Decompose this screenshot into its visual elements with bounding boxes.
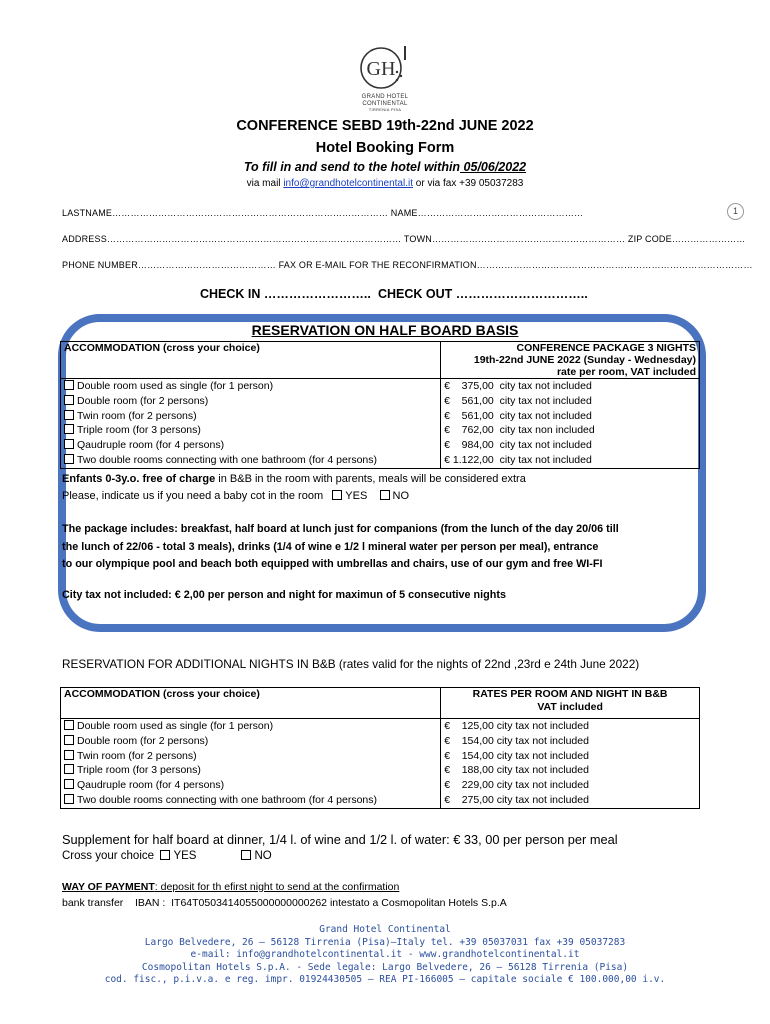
room-label: Double room (for 2 persons): [77, 734, 209, 747]
room-label: Triple room (for 3 persons): [77, 764, 201, 777]
logo-line1: GRAND HOTEL: [361, 94, 409, 100]
rate-value: € 561,00 city tax not included: [444, 409, 592, 422]
logo-text: [330, 94, 440, 114]
package-includes-3: to our olympique pool and beach both equipped with umbrellas and chairs, use of our gym and free WI-FI: [62, 558, 603, 570]
payment-label: WAY OF PAYMENT: [62, 881, 155, 893]
bnb-header-row: [61, 688, 700, 719]
form-subtitle: Hotel Booking Form: [315, 140, 455, 156]
rate-value: € 1.122,00 city tax not included: [444, 453, 592, 466]
payment-line: [62, 881, 399, 893]
room-label: Two double rooms connecting with one bathroom (for 4 persons): [77, 793, 377, 806]
logo-line2: CONTINENTAL: [362, 100, 408, 107]
rate-header-1: CONFERENCE PACKAGE 3 NIGHTS: [516, 342, 696, 354]
bnb-option-twin[interactable]: [64, 749, 437, 764]
baby-cot-no-label: NO: [392, 490, 410, 502]
table-row: [61, 719, 700, 809]
room-cell: [61, 719, 441, 809]
enfants-note: [62, 473, 526, 485]
footer-line2: Largo Belvedere, 26 – 56128 Tirrenia (Pisa)–Italy tel. +39 05037031 fax +39 05037283: [144, 936, 626, 948]
checkbox[interactable]: [64, 764, 74, 774]
room-label: Two double rooms connecting with one bathroom (for 4 persons): [77, 453, 377, 466]
check-in-field[interactable]: CHECK IN ……………………..: [200, 287, 371, 301]
enfants-rest: in B&B in the room with parents, meals will be considered extra: [215, 473, 526, 485]
rate-value: € 375,00 city tax not included: [444, 380, 592, 392]
rate-cell: [441, 379, 700, 469]
checkbox[interactable]: [64, 750, 74, 760]
footer-line4: Cosmopolitan Hotels S.p.A. - Sede legale: Largo Belvedere, 26 – 56128 Tirrenia (Pisa): [141, 961, 629, 973]
bnb-option-two-double[interactable]: [64, 793, 437, 808]
email-link[interactable]: info@grandhotelcontinental.it: [283, 178, 413, 189]
baby-cot-yes-checkbox[interactable]: [332, 490, 342, 500]
room-label: Double room used as single (for 1 person): [77, 720, 274, 732]
rate-header-3: rate per room, VAT included: [556, 366, 696, 378]
check-out-field[interactable]: CHECK OUT …………………………..: [378, 287, 588, 301]
bnb-title: RESERVATION FOR ADDITIONAL NIGHTS IN B&B (rates valid for the nights of 22nd ,23rd e 24th June 2022): [62, 657, 640, 671]
room-option-twin[interactable]: [64, 409, 437, 424]
contact-line: [0, 178, 770, 189]
half-board-header-row: [61, 342, 700, 379]
rate-value: € 561,00 city tax not included: [444, 394, 592, 407]
checkbox[interactable]: [64, 424, 74, 434]
lastname-name-field[interactable]: LASTNAME……………………………………………………………………………… NAME………………………………………………: [62, 208, 584, 218]
supplement-text: Supplement for half board at dinner, 1/4 l. of wine and 1/2 l. of water: € 33, 00 per person per meal: [62, 832, 618, 847]
bnb-option-quadruple[interactable]: [64, 778, 437, 793]
bnb-option-single[interactable]: [64, 719, 437, 734]
enfants-bold: Enfants 0-3y.o. free of charge: [62, 473, 216, 485]
rate-value: € 275,00 city tax not included: [444, 793, 589, 806]
page-number-badge: 1: [727, 203, 744, 220]
rate-cell: [441, 719, 700, 809]
half-board-col-rate: [441, 342, 700, 379]
checkbox[interactable]: [64, 395, 74, 405]
rate-value: € 229,00 city tax not included: [444, 779, 589, 792]
rate-value: € 984,00 city tax not included: [444, 439, 592, 452]
table-row: [61, 379, 700, 469]
supplement-no-label: NO: [254, 850, 272, 862]
bnb-col-accommodation: ACCOMMODATION (cross your choice): [61, 688, 441, 719]
room-label: Double room (for 2 persons): [77, 394, 209, 407]
bnb-table: [60, 687, 700, 809]
rate-value: € 762,00 city tax non included: [444, 424, 595, 437]
footer-line3: e-mail: info@grandhotelcontinental.it - www.grandhotelcontinental.it: [190, 949, 580, 960]
deadline-instruction: [0, 160, 770, 174]
half-board-title: RESERVATION ON HALF BOARD BASIS: [251, 322, 519, 338]
deadline-date: 05/06/2022: [460, 160, 527, 174]
phone-fax-field[interactable]: PHONE NUMBER……………………………………… FAX OR E-MAIL FOR THE RECONFIRMATION………………………………………………………………………………: [62, 260, 753, 270]
room-label: Twin room (for 2 persons): [77, 749, 197, 762]
room-option-two-double[interactable]: [64, 453, 437, 468]
baby-cot-question: [62, 490, 409, 502]
bnb-rate-header-1: RATES PER ROOM AND NIGHT IN B&B: [472, 688, 668, 700]
baby-cot-yes-label: YES: [345, 490, 368, 502]
bnb-option-triple[interactable]: [64, 763, 437, 778]
instruction-text: To fill in and send to the hotel within: [243, 160, 461, 174]
form-title: CONFERENCE SEBD 19th-22nd JUNE 2022: [236, 118, 534, 134]
checkbox[interactable]: [64, 380, 74, 390]
checkbox[interactable]: [64, 735, 74, 745]
room-label: Qaudruple room (for 4 persons): [77, 779, 225, 792]
city-tax-note: City tax not included: € 2,00 per person and night for maximun of 5 consecutive nights: [62, 589, 506, 601]
bank-transfer-line: bank transfer IBAN : IT64T0503414055000000000262 intestato a Cosmopolitan Hotels S.p.A: [62, 897, 507, 909]
supplement-choice: [62, 850, 272, 862]
rate-value: € 188,00 city tax not included: [444, 764, 589, 777]
room-label: Twin room (for 2 persons): [77, 409, 197, 422]
checkbox[interactable]: [64, 410, 74, 420]
room-label: Double room used as single (for 1 person): [77, 380, 274, 392]
half-board-col-accommodation: ACCOMMODATION (cross your choice): [61, 342, 441, 379]
footer-line5: cod. fisc., p.i.v.a. e reg. impr. 01924430505 – REA PI-166005 – capitale sociale € 100.000,00 i.v.: [104, 974, 666, 985]
bnb-col-rate: [441, 688, 700, 719]
room-label: Qaudruple room (for 4 persons): [77, 439, 225, 452]
footer: [0, 924, 770, 987]
payment-text: : deposit for th efirst night to send at the confirmation: [154, 881, 400, 893]
rate-value: € 125,00 city tax not included: [444, 720, 589, 732]
rate-header-2: 19th-22nd JUNE 2022 (Sunday - Wednesday): [473, 354, 696, 366]
room-option-double[interactable]: [64, 394, 437, 409]
package-includes-2: the lunch of 22/06 - total 3 meals), drinks (1/4 of wine e 1/2 l mineral water per person per meal), entrance: [62, 541, 599, 553]
supplement-no-checkbox[interactable]: [241, 850, 251, 860]
logo-monogram: GH: [366, 58, 396, 80]
supplement-yes-checkbox[interactable]: [160, 850, 170, 860]
checkbox[interactable]: [64, 439, 74, 449]
checkbox[interactable]: [64, 794, 74, 804]
half-board-table: [60, 341, 700, 469]
room-option-single[interactable]: [64, 379, 437, 394]
supplement-choice-label: Cross your choice: [62, 850, 155, 862]
address-town-zip-field[interactable]: ADDRESS…………………………………………………………………………………… TOWN……………………………………………………… ZIP CODE……………………: [62, 234, 746, 244]
room-label: Triple room (for 3 persons): [77, 424, 201, 437]
baby-cot-text: Please, indicate us if you need a baby cot in the room: [62, 490, 324, 502]
bnb-option-double[interactable]: [64, 734, 437, 749]
rate-value: € 154,00 city tax not included: [444, 749, 589, 762]
footer-line1: Grand Hotel Continental: [319, 924, 451, 935]
checkbox[interactable]: [64, 454, 74, 464]
room-option-triple[interactable]: [64, 423, 437, 438]
package-includes-1: The package includes: breakfast, half board at lunch just for companions (from the lunch of the day 20/06 till: [62, 523, 619, 535]
baby-cot-no-checkbox[interactable]: [380, 490, 390, 500]
checkbox[interactable]: [64, 720, 74, 730]
rate-value: € 154,00 city tax not included: [444, 734, 589, 747]
room-option-quadruple[interactable]: [64, 438, 437, 453]
room-cell: [61, 379, 441, 469]
logo-line3: TIRRENIA PISA: [368, 107, 402, 112]
contact-prefix: via mail: [246, 178, 284, 189]
checkbox[interactable]: [64, 779, 74, 789]
supplement-yes-label: YES: [173, 850, 197, 862]
contact-suffix: or via fax +39 05037283: [413, 178, 524, 189]
bnb-rate-header-2: VAT included: [537, 701, 603, 713]
